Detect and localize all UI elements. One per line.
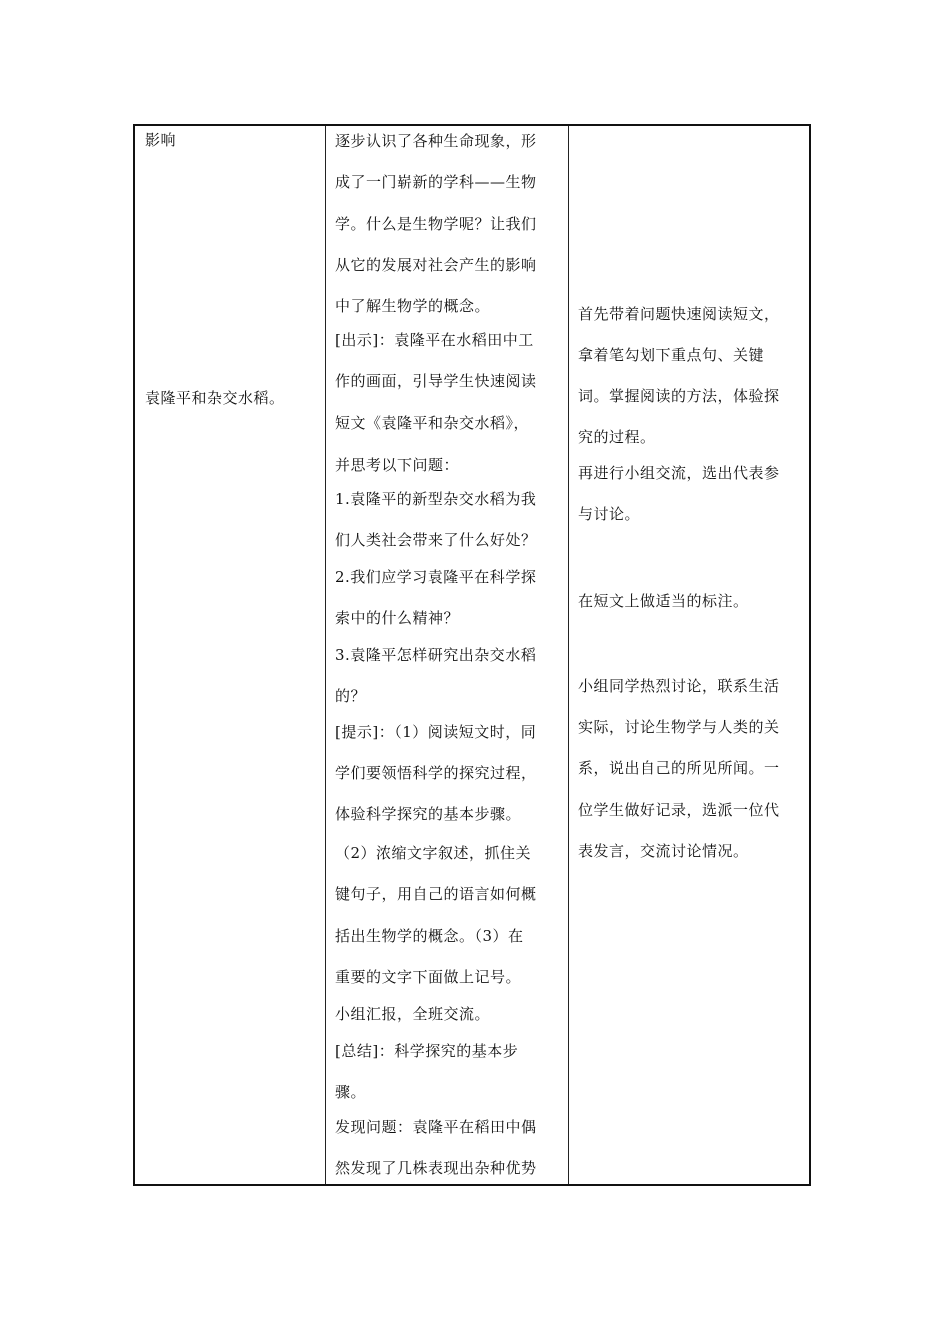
student-text-line: 表发言，交流讨论情况。 <box>578 842 749 860</box>
student-text-line: 拿着笔勾划下重点句、关键 <box>578 346 765 364</box>
teacher-text-line: 体验科学探究的基本步骤。 <box>335 805 522 823</box>
teacher-text-line: 逐步认识了各种生命现象，形 <box>335 132 537 150</box>
teacher-text-line: 作的画面，引导学生快速阅读 <box>335 372 537 390</box>
teacher-text-line: 然发现了几株表现出杂种优势 <box>335 1159 537 1177</box>
teacher-text-line: 短文《袁隆平和杂交水稻》， <box>335 414 530 432</box>
teacher-text-line: 学们要领悟科学的探究过程， <box>335 764 537 782</box>
teacher-text-line: 从它的发展对社会产生的影响 <box>335 256 537 274</box>
teacher-text-line: 们人类社会带来了什么好处？ <box>335 531 537 549</box>
teacher-text-line: 并思考以下问题： <box>335 456 460 474</box>
teacher-text-line: 学。什么是生物学呢？让我们 <box>335 215 537 233</box>
teacher-text-line: 发现问题：袁隆平在稻田中偶 <box>335 1118 537 1136</box>
teacher-text-line: 3.袁隆平怎样研究出杂交水稻 <box>335 646 537 664</box>
teacher-text-line: 1.袁隆平的新型杂交水稻为我 <box>335 490 537 508</box>
lesson-plan-table <box>133 124 811 1186</box>
section-label: 袁隆平和杂交水稻。 <box>145 389 285 407</box>
teacher-text-line: 的？ <box>335 687 367 705</box>
student-text-line: 位学生做好记录，选派一位代 <box>578 801 780 819</box>
teacher-text-line: （2）浓缩文字叙述，抓住关 <box>335 844 532 862</box>
teacher-text-line: [提示]：（1）阅读短文时，同 <box>335 723 537 741</box>
student-text-line: 词。掌握阅读的方法，体验探 <box>578 387 780 405</box>
teacher-text-line: [总结]：科学探究的基本步 <box>335 1042 519 1060</box>
topic-column-cell <box>134 125 326 1185</box>
teacher-activity-cell <box>326 125 569 1185</box>
student-text-line: 在短文上做适当的标注。 <box>578 592 749 610</box>
teacher-text-line: 重要的文字下面做上记号。 <box>335 968 522 986</box>
teacher-text-line: 骤。 <box>335 1083 367 1101</box>
student-text-line: 系，说出自己的所见所闻。一 <box>578 759 780 777</box>
table-row <box>134 125 810 1185</box>
teacher-text-line: 键句子，用自己的语言如何概 <box>335 885 537 903</box>
student-text-line: 究的过程。 <box>578 428 656 446</box>
student-text-line: 实际，讨论生物学与人类的关 <box>578 718 780 736</box>
student-text-line: 小组同学热烈讨论，联系生活 <box>578 677 780 695</box>
teacher-text-line: 括出生物学的概念。（3）在 <box>335 927 524 945</box>
student-text-line: 再进行小组交流，选出代表参 <box>578 464 780 482</box>
teacher-text-line: 小组汇报，全班交流。 <box>335 1005 491 1023</box>
teacher-text-line: 2.我们应学习袁隆平在科学探 <box>335 568 537 586</box>
teacher-text-line: 成了一门崭新的学科——生物 <box>335 173 537 191</box>
teacher-text-line: 索中的什么精神？ <box>335 609 460 627</box>
student-text-line: 与讨论。 <box>578 505 641 523</box>
student-activity-cell <box>569 125 811 1185</box>
teacher-text-line: 中了解生物学的概念。 <box>335 297 491 315</box>
topic-label: 影响 <box>145 131 177 149</box>
teacher-text-line: [出示]：袁隆平在水稻田中工 <box>335 331 534 349</box>
student-text-line: 首先带着问题快速阅读短文， <box>578 305 780 323</box>
